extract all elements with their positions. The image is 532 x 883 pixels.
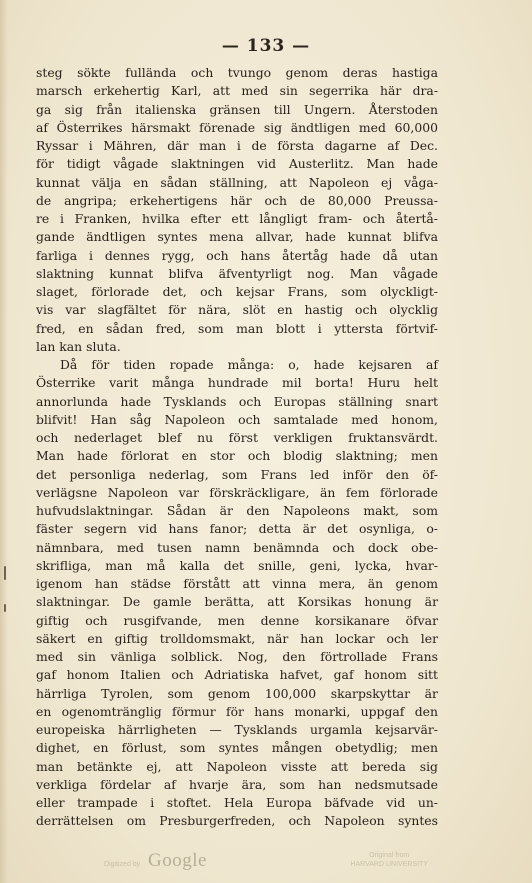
text-line: Man hade förlorat en stor och blodig slaktning; men [36,448,438,464]
original-from-line: Original from [369,852,410,859]
text-line: kunnat välja en sådan ställning, att Napoleon ej våga- [36,174,438,190]
text-line: fred, en sådan fred, som man blott i yttersta förtvif- [36,320,438,336]
text-line: för tidigt vågade slaktningen vid Austerlitz. Man hade [36,156,438,172]
harvard-university-line: HARVARD UNIVERSITY [350,861,428,868]
text-line: Ryssar i Mähren, där man i de första dagarne af Dec. [36,138,438,153]
text-line: steg sökte fullända och tvungo genom deras hastiga [36,65,438,80]
text-line: derrättelsen om Presburgerfreden, och Napoleon syntes [36,813,438,829]
digitization-watermark [0,848,532,876]
text-line: lan kan sluta. [36,338,121,354]
text-line: det personliga nederlag, som Frans led inför den öf- [36,466,438,482]
text-line: europeiska härrligheten — Tysklands urgamla kejsarvär- [36,722,438,737]
body-text [36,64,438,831]
text-line: gande ändtligen syntes mena allvar, hade kunnat blifva [36,229,438,245]
text-line: en ogenomtränglig förmur för hans monarki, uppgaf den [36,703,438,719]
text-line: fäster segern vid hans fanor; detta är det osynliga, o- [36,521,438,537]
text-line: och nederlaget blef nu först verkligen fruktansvärdt. [36,430,438,445]
text-line: gaf honom Italien och Adriatiska hafvet, gaf honom sitt [36,667,438,683]
text-line: eller trampade i stoftet. Hela Europa bäfvade vid un- [36,795,438,810]
text-line: marsch erkehertig Karl, att med sin segerrika här dra- [36,83,438,99]
text-line: af Österrikes härsmakt förenade sig ändtligen med 60,000 [36,119,438,135]
text-line: slaget, förlorade det, och kejsar Frans, som olyckligt- [36,284,438,299]
text-line: annorlunda hade Tysklands och Europas ställning snart [36,393,438,409]
text-line: med sin vänliga solblick. Nog, den förtrollade Frans [36,649,438,664]
text-line: hufvudslaktningar. Sådan är den Napoleons makt, som [36,503,438,518]
text-line: nämnbara, med tusen namn benämnda och dock obe- [36,539,438,555]
text-line: säkert en giftig trolldomsmakt, när han lockar och ler [36,630,438,646]
text-line: slaktningar. De gamle berätta, att Korsikas honung är [36,594,438,610]
text-line: slaktning kunnat blifva äfventyrligt nog. Man vågade [36,265,438,281]
text-line: verkliga fördelar af hvarje ära, som han nedsmutsade [36,776,438,792]
text-line: verlägsne Napoleon var förskräckligare, än fem förlorade [36,484,438,500]
text-line: re i Franken, hvilka efter ett långligt fram- och återtå- [36,211,438,226]
original-from-label [350,851,428,869]
ink-speck [4,604,6,612]
text-line: giftig och rusgifvande, men denne korsikanare öfvar [36,612,438,628]
text-line: farliga i dennes rygg, och hans återtåg hade då utan [36,247,438,263]
text-line: dighet, en förlust, som syntes mången obetydlig; men [36,740,438,756]
text-line: härrliga Tyrolen, som genom 100,000 skarpskyttar är [36,685,438,701]
text-line: vis var slagfältet för nära, slöt en hastig och olycklig [36,302,438,318]
text-line: de angripa; erkehertigens här och de 80,000 Preussa- [36,192,438,208]
google-logo: Google [148,850,207,871]
text-line: man betänkte ej, att Napoleon visste att bereda sig [36,758,438,774]
text-line: igenom han städse förstått att vinna mera, än genom [36,576,438,591]
text-line: blifvit! Han såg Napoleon och samtalade med honom, [36,411,438,427]
page-number: — 133 — [221,36,311,56]
text-line: Österrike varit många hundrade mil borta! Huru helt [36,375,438,391]
ink-speck [4,566,6,580]
digitized-by-label: Digitized by [104,861,141,868]
text-line: ga sig från italienska gränsen till Ungern. Återstoden [36,101,438,117]
paragraph-start-line: Då för tiden ropade många: o, hade kejsaren af [60,357,438,372]
text-line: skrifliga, man må kalla det snille, geni, lycka, hvar- [36,557,438,573]
page-edge-shadow [0,0,8,883]
